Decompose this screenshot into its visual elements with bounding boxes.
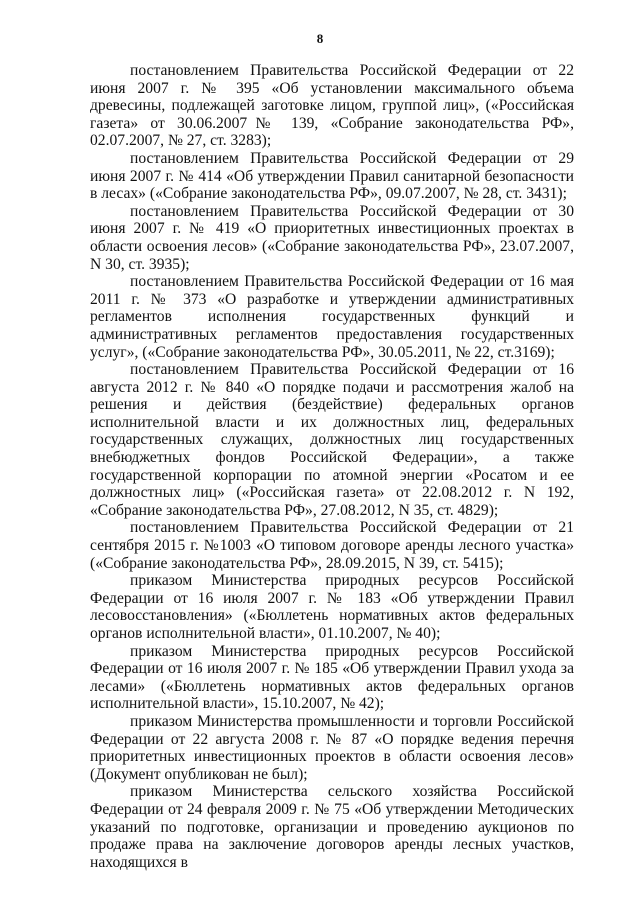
page-number: 8 bbox=[316, 31, 324, 46]
paragraph: постановлением Правительства Российской Федерации от 16 мая 2011 г. № 373 «О разработке и утверждении административных регламентов исполнения государственных функций и административных регламентов предоставления государственных услуг», («Собрание законодательства РФ», 30.05.2011, № 22, ст.3169); bbox=[90, 273, 574, 361]
paragraph: постановлением Правительства Российской Федерации от 21 сентября 2015 г. №1003 «О типовом договоре аренды лесного участка» («Собрание законодательства РФ», 28.09.2015, N 39, ст. 5415); bbox=[90, 519, 574, 572]
paragraph: приказом Министерства природных ресурсов Российской Федерации от 16 июля 2007 г. № 185 «Об утверждении Правил ухода за лесами» («Бюллетень нормативных актов федеральных органов исполнительной власти», 15.10.2007, № 42); bbox=[90, 642, 574, 713]
paragraph: постановлением Правительства Российской Федерации от 29 июня 2007 г. № 414 «Об утверждении Правил санитарной безопасности в лесах» («Собрание законодательства РФ», 09.07.2007, № 28, ст. 3431); bbox=[90, 149, 574, 203]
paragraph: постановлением Правительства Российской Федерации от 16 августа 2012 г. № 840 «О порядке подачи и рассмотрения жалоб на решения и действия (бездействие) федеральных органов исполнительной власти и их должностных лиц, федеральных государственных служащих, должностных лиц государственных внебюджетных фондов Российской Федерации», а также государственной корпорации по атомной энергии «Росатом и ее должностных лиц» («Российская газета» от 22.08.2012 г. N 192, «Собрание законодательства РФ», 27.08.2012, N 35, ст. 4829); bbox=[90, 361, 574, 519]
paragraph: постановлением Правительства Российской Федерации от 22 июня 2007 г. № 395 «Об установлении максимального объема древесины, подлежащей заготовке лицом, группой лиц», («Российская газета» от 30.06.2007№ 139, «Собрание законодательства РФ», 02.07.2007, № 27, ст. 3283); bbox=[90, 62, 574, 150]
paragraph: постановлением Правительства Российской Федерации от 30 июня 2007 г. № 419 «О приоритетных инвестиционных проектах в области освоения лесов» («Собрание законодательства РФ», 23.07.2007, N 30, ст. 3935); bbox=[90, 202, 574, 273]
paragraph: приказом Министерства природных ресурсов Российской Федерации от 16 июля 2007 г. № 183 «Об утверждении Правил лесовосстановления» («Бюллетень нормативных актов федеральных органов исполнительной власти», 01.10.2007, № 40); bbox=[90, 572, 574, 642]
paragraph: приказом Министерства промышленности и торговли Российской Федерации от 22 августа 2008 г. № 87 «О порядке ведения перечня приоритетных инвестиционных проектов в области освоения лесов» (Документ опубликован не был); bbox=[90, 712, 574, 783]
paragraph: приказом Министерства сельского хозяйства Российской Федерации от 24 февраля 2009 г. № 75 «Об утверждении Методических указаний по подготовке, организации и проведению аукционов по продаже права на заключение договоров аренды лесных участков, находящихся в bbox=[90, 783, 574, 871]
document-body bbox=[90, 62, 574, 871]
